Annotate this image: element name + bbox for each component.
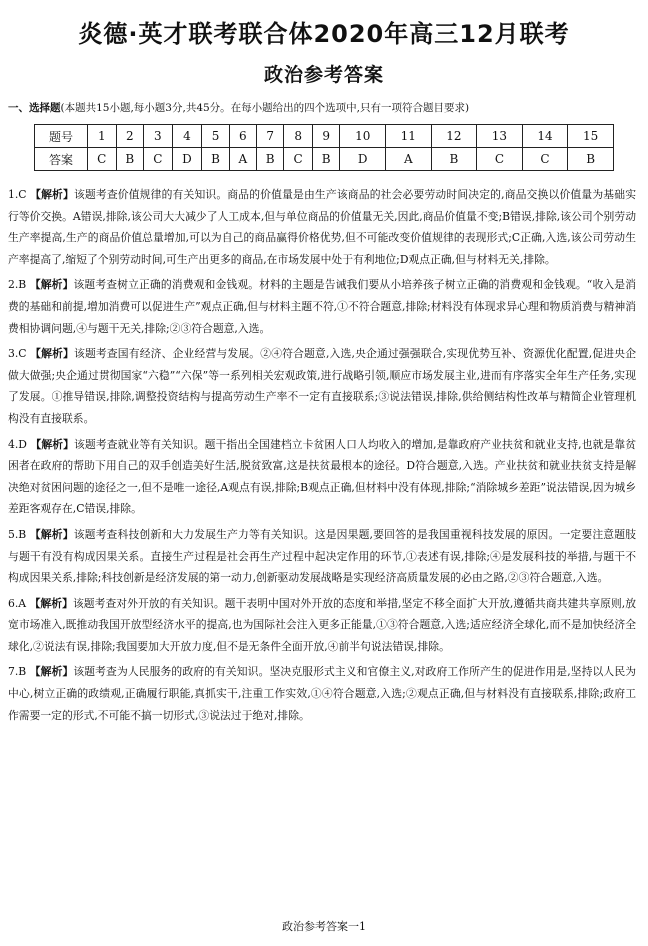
question-number-cell: 9 [312,125,340,148]
answer-cell: C [284,148,313,171]
analysis-tag: 【解析】 [30,347,74,361]
question-number-cell: 4 [172,125,202,148]
item-text: 该题考查为人民服务的政府的有关知识。坚决克服形式主义和官僚主义,对政府工作所产生的促进作用是,坚持以人民为中心,树立正确的政绩观,正确履行职能,真抓实干,注重工作实效,①④符合题意,入选;②观点正确,但与材料没有直接联系,排除;政府工作需要一定的形式,不可能不搞一切形式,③说法过于绝对,排除。 [8,665,637,722]
analysis-tag: 【解析】 [30,188,74,201]
section-instructions: (本题共15小题,每小题3分,共45分。在每小题给出的四个选项中,只有一项符合题目要求) [60,102,470,114]
answer-cell: B [431,148,477,171]
answer-cell: C [477,148,523,171]
analysis-tag: 【解析】 [29,278,74,292]
question-number-cell: 1 [88,125,117,148]
analysis-tag: 【解析】 [30,437,75,451]
explanation-item [8,184,636,270]
answer-table [34,124,614,171]
answer-table-number-row [35,125,614,148]
question-number-cell: 6 [229,125,256,148]
explanation-list [8,184,636,730]
section-heading-label: 一、选择题 [8,102,61,114]
explanation-item [8,274,636,339]
question-number-cell: 13 [477,125,523,148]
section-heading [8,100,640,115]
item-prefix: 5.B [8,527,27,541]
question-number-cell: 3 [144,125,173,148]
answer-cell: C [88,148,117,171]
item-text: 该题考查价值规律的有关知识。商品的价值量是由生产该商品的社会必要劳动时间决定的,商品交换以价值量为基础实行等价交换。A错误,排除,该公司大大减少了人工成本,但与单位商品的价值量无关,因此,商品价值量不变;B错误,排除,该公司个别劳动生产率提高,生产的商品价值总量增加,可以为自己的商品赢得价格优势,但不可能改变价值规律的表现形式;C正确,入选,该公司劳动生产率提高了,缩短了个别劳动时间,可生产出更多的商品,在市场发展中处于有利地位;D观点正确,但与材料无关,排除。 [8,188,636,266]
answer-cell: A [229,148,256,171]
table-header-cell: 题号 [35,125,88,148]
item-text: 该题考查树立正确的消费观和金钱观。材料的主题是告诫我们要从小培养孩子树立正确的消费观和金钱观。“收入是消费的基础和前提,增加消费可以促进生产”观点正确,但与材料主题不符,①不符合题意,排除;材料没有体现求异心理和物质消费与精神消费相协调问题,④与题干无关,排除;②③符合题意,入选。 [8,278,637,335]
item-text: 该题考查就业等有关知识。题干指出全国建档立卡贫困人口人均收入的增加,是靠政府产业扶贫和就业支持,也就是靠贫困者在政府的帮助下用自己的双手创造美好生活,脱贫致富,这是扶贫最根本的途径。D符合题意,入选。产业扶贫和就业扶贫支持是解决绝对贫困问题的途径之一,但不是唯一途径,A观点有误,排除;B观点正确,但材料中没有体现,排除;“消除城乡差距”说法错误,因为城乡差距客观存在,C错误,排除。 [8,437,637,516]
question-number-cell: 8 [284,125,313,148]
question-number-cell: 5 [202,125,230,148]
page-footer: 政治参考答案一1 [282,920,366,933]
item-text: 该题考查科技创新和大力发展生产力等有关知识。这是因果题,要回答的是我国重视科技发展的原因。一定要注意题肢与题干有没有构成因果关系。直接生产过程是社会再生产过程中起决定作用的环节,①表述有误,排除;④是发展科技的举措,与题干不构成因果关系,排除;科技创新是经济发展的第一动力,创新驱动发展战略是实现经济高质量发展的必由之路,②③符合题意,入选。 [8,527,636,585]
page-subtitle: 政治参考答案 [263,64,384,86]
answer-cell: B [256,148,284,171]
question-number-cell: 14 [522,125,568,148]
analysis-tag: 【解析】 [29,596,73,610]
answer-cell: B [202,148,230,171]
question-number-cell: 12 [431,125,477,148]
answer-cell: C [522,148,568,171]
item-prefix: 7.B [8,665,27,679]
question-number-cell: 10 [340,125,386,148]
analysis-tag: 【解析】 [29,527,74,541]
question-number-cell: 11 [386,125,432,148]
explanation-item [8,661,636,726]
answer-cell: D [172,148,202,171]
answer-cell: A [386,148,432,171]
analysis-tag: 【解析】 [29,665,74,679]
item-text: 该题考查对外开放的有关知识。题干表明中国对外开放的态度和举措,坚定不移全面扩大开放,遵循共商共建共享原则,放宽市场准入,既推动我国开放型经济水平的提高,也为国际社会注入更多正能量,①③符合题意,入选;适应经济全球化,而不是加快经济全球化,②说法有误,排除;我国要加大开放力度,但不是无条件全面开放,④前半句说法错误,排除。 [8,596,637,653]
answer-cell: D [340,148,386,171]
explanation-item [8,593,636,658]
item-prefix: 4.D [8,437,27,451]
answer-cell: B [116,148,144,171]
explanation-item [8,343,636,429]
question-number-cell: 7 [256,125,284,148]
answer-cell: B [312,148,340,171]
page-title: 炎德·英才联考联合体2020年高三12月联考 [78,20,570,48]
question-number-cell: 15 [568,125,614,148]
answer-table-answer-row [35,148,614,171]
question-number-cell: 2 [116,125,144,148]
item-prefix: 1.C [8,188,27,201]
item-text: 该题考查国有经济、企业经营与发展。②④符合题意,入选,央企通过强强联合,实现优势互补、资源优化配置,促进央企做大做强;央企通过贯彻国家“六稳”“六保”等一系列相关宏观政策,进行战略引领,顺应市场发展主业,进而有序落实全年生产任务,实现了发展。①推导错误,排除,调整投资结构与提高劳动生产率不一定有直接联系;③说法错误,排除,供给侧结构性改革与精简企业管理机构没有直接联系。 [8,347,636,425]
explanation-item [8,524,636,589]
item-prefix: 6.A [8,596,27,610]
item-prefix: 3.C [8,347,27,361]
explanation-item [8,434,636,520]
table-header-cell: 答案 [35,148,88,171]
answer-cell: B [568,148,614,171]
answer-cell: C [144,148,173,171]
item-prefix: 2.B [8,278,27,292]
